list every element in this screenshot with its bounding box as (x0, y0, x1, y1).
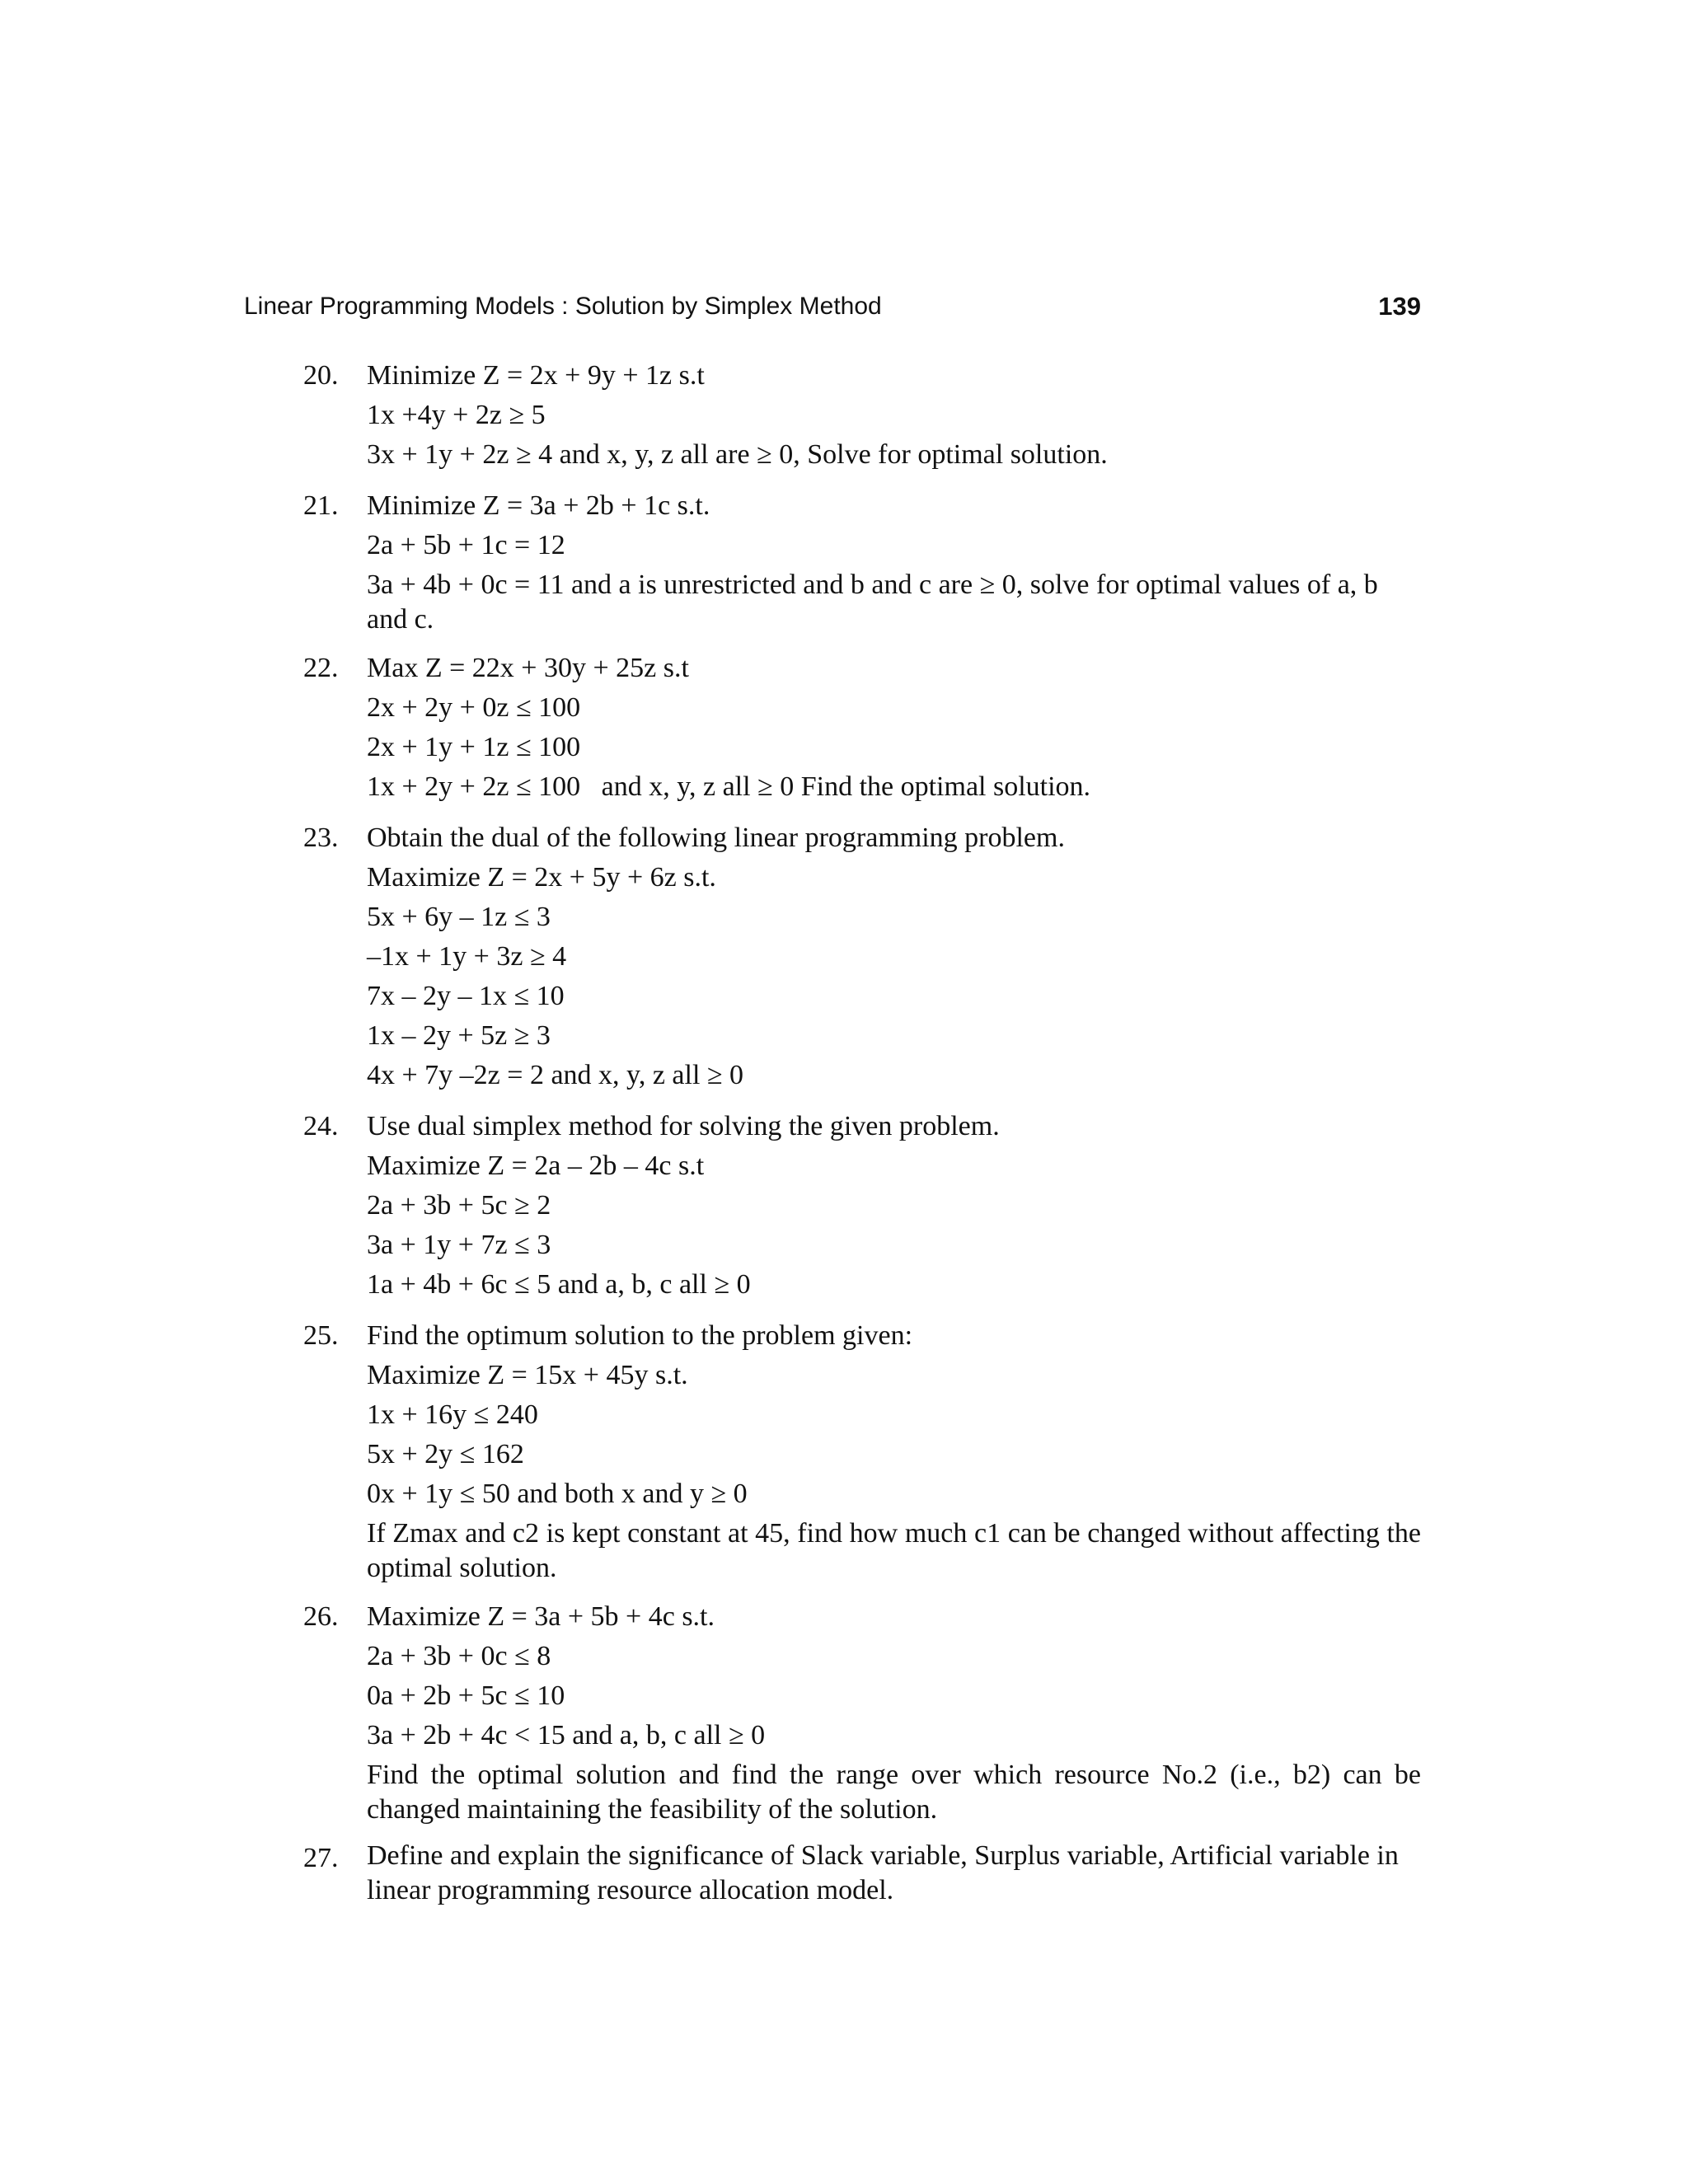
exercise-line: 1x +4y + 2z ≥ 5 (367, 400, 546, 430)
exercise-number: 20. (303, 360, 339, 391)
exercise-line: Maximize Z = 2a – 2b – 4c s.t (367, 1151, 705, 1181)
exercise-line: Minimize Z = 2x + 9y + 1z s.t (367, 360, 705, 391)
exercise-item (0, 1597, 1688, 1827)
exercise-line: 5x + 6y – 1z ≤ 3 (367, 902, 551, 932)
exercise-item (0, 1107, 1688, 1305)
exercise-item (0, 1316, 1688, 1586)
exercise-line: Maximize Z = 3a + 5b + 4c s.t. (367, 1601, 715, 1632)
exercise-line: 3a + 1y + 7z ≤ 3 (367, 1230, 551, 1260)
exercise-line: –1x + 1y + 3z ≥ 4 (367, 941, 567, 972)
exercise-line: 2a + 3b + 0c ≤ 8 (367, 1641, 551, 1671)
exercise-line: 1x + 2y + 2z ≤ 100 and x, y, z all ≥ 0 Find the optimal solution. (367, 771, 1091, 802)
exercise-line: Max Z = 22x + 30y + 25z s.t (367, 653, 689, 683)
exercise-line: 3x + 1y + 2z ≥ 4 and x, y, z all are ≥ 0, Solve for optimal solution. (367, 439, 1108, 470)
exercise-number: 26. (303, 1601, 339, 1632)
exercise-line: Maximize Z = 15x + 45y s.t. (367, 1360, 688, 1390)
exercise-number: 25. (303, 1320, 339, 1351)
running-title: Linear Programming Models : Solution by Simplex Method (244, 293, 882, 320)
exercise-line: Obtain the dual of the following linear programming problem. (367, 823, 1065, 853)
exercise-number: 27. (303, 1843, 339, 1873)
exercise-item (0, 649, 1688, 807)
running-header (244, 290, 1421, 326)
exercise-item (0, 486, 1688, 637)
exercise-item (0, 356, 1688, 475)
exercise-line: 1a + 4b + 6c ≤ 5 and a, b, c all ≥ 0 (367, 1269, 751, 1300)
exercise-line: 2a + 5b + 1c = 12 (367, 530, 565, 560)
exercise-line: 4x + 7y –2z = 2 and x, y, z all ≥ 0 (367, 1060, 744, 1090)
exercise-item (0, 818, 1688, 1095)
exercise-number: 23. (303, 823, 339, 853)
exercise-line: 0a + 2b + 5c ≤ 10 (367, 1680, 565, 1711)
exercise-line: 7x – 2y – 1x ≤ 10 (367, 981, 565, 1011)
exercise-line: 2x + 2y + 0z ≤ 100 (367, 692, 581, 723)
exercise-line: Define and explain the significance of Slack variable, Surplus variable, Artificial variable in linear programming resource allocation model. (367, 1840, 1399, 1905)
exercise-line: 2x + 1y + 1z ≤ 100 (367, 732, 581, 762)
exercise-line: 5x + 2y ≤ 162 (367, 1439, 524, 1469)
exercise-number: 24. (303, 1111, 339, 1141)
exercise-item (0, 1839, 1688, 1908)
exercise-line: Maximize Z = 2x + 5y + 6z s.t. (367, 862, 716, 893)
exercise-line: Use dual simplex method for solving the given problem. (367, 1111, 1000, 1141)
page-number: 139 (1378, 292, 1421, 321)
exercise-list (0, 356, 1688, 1919)
exercise-line: 1x – 2y + 5z ≥ 3 (367, 1020, 551, 1051)
exercise-number: 22. (303, 653, 339, 683)
exercise-line: 2a + 3b + 5c ≥ 2 (367, 1190, 551, 1221)
exercise-line: Minimize Z = 3a + 2b + 1c s.t. (367, 490, 710, 521)
exercise-line: Find the optimal solution and find the range over which resource No.2 (i.e., b2) can be changed maintaining the feasibility of the solution. (367, 1760, 1421, 1825)
exercise-line: 3a + 4b + 0c = 11 and a is unrestricted and b and c are ≥ 0, solve for optimal values of a, b and c. (367, 569, 1378, 635)
exercise-line: 1x + 16y ≤ 240 (367, 1399, 538, 1430)
exercise-number: 21. (303, 490, 339, 521)
exercise-line: 3a + 2b + 4c < 15 and a, b, c all ≥ 0 (367, 1720, 766, 1750)
exercise-line: Find the optimum solution to the problem given: (367, 1320, 913, 1351)
exercise-line: If Zmax and c2 is kept constant at 45, find how much c1 can be changed without affecting the optimal solution. (367, 1518, 1421, 1583)
exercise-line: 0x + 1y ≤ 50 and both x and y ≥ 0 (367, 1479, 748, 1509)
